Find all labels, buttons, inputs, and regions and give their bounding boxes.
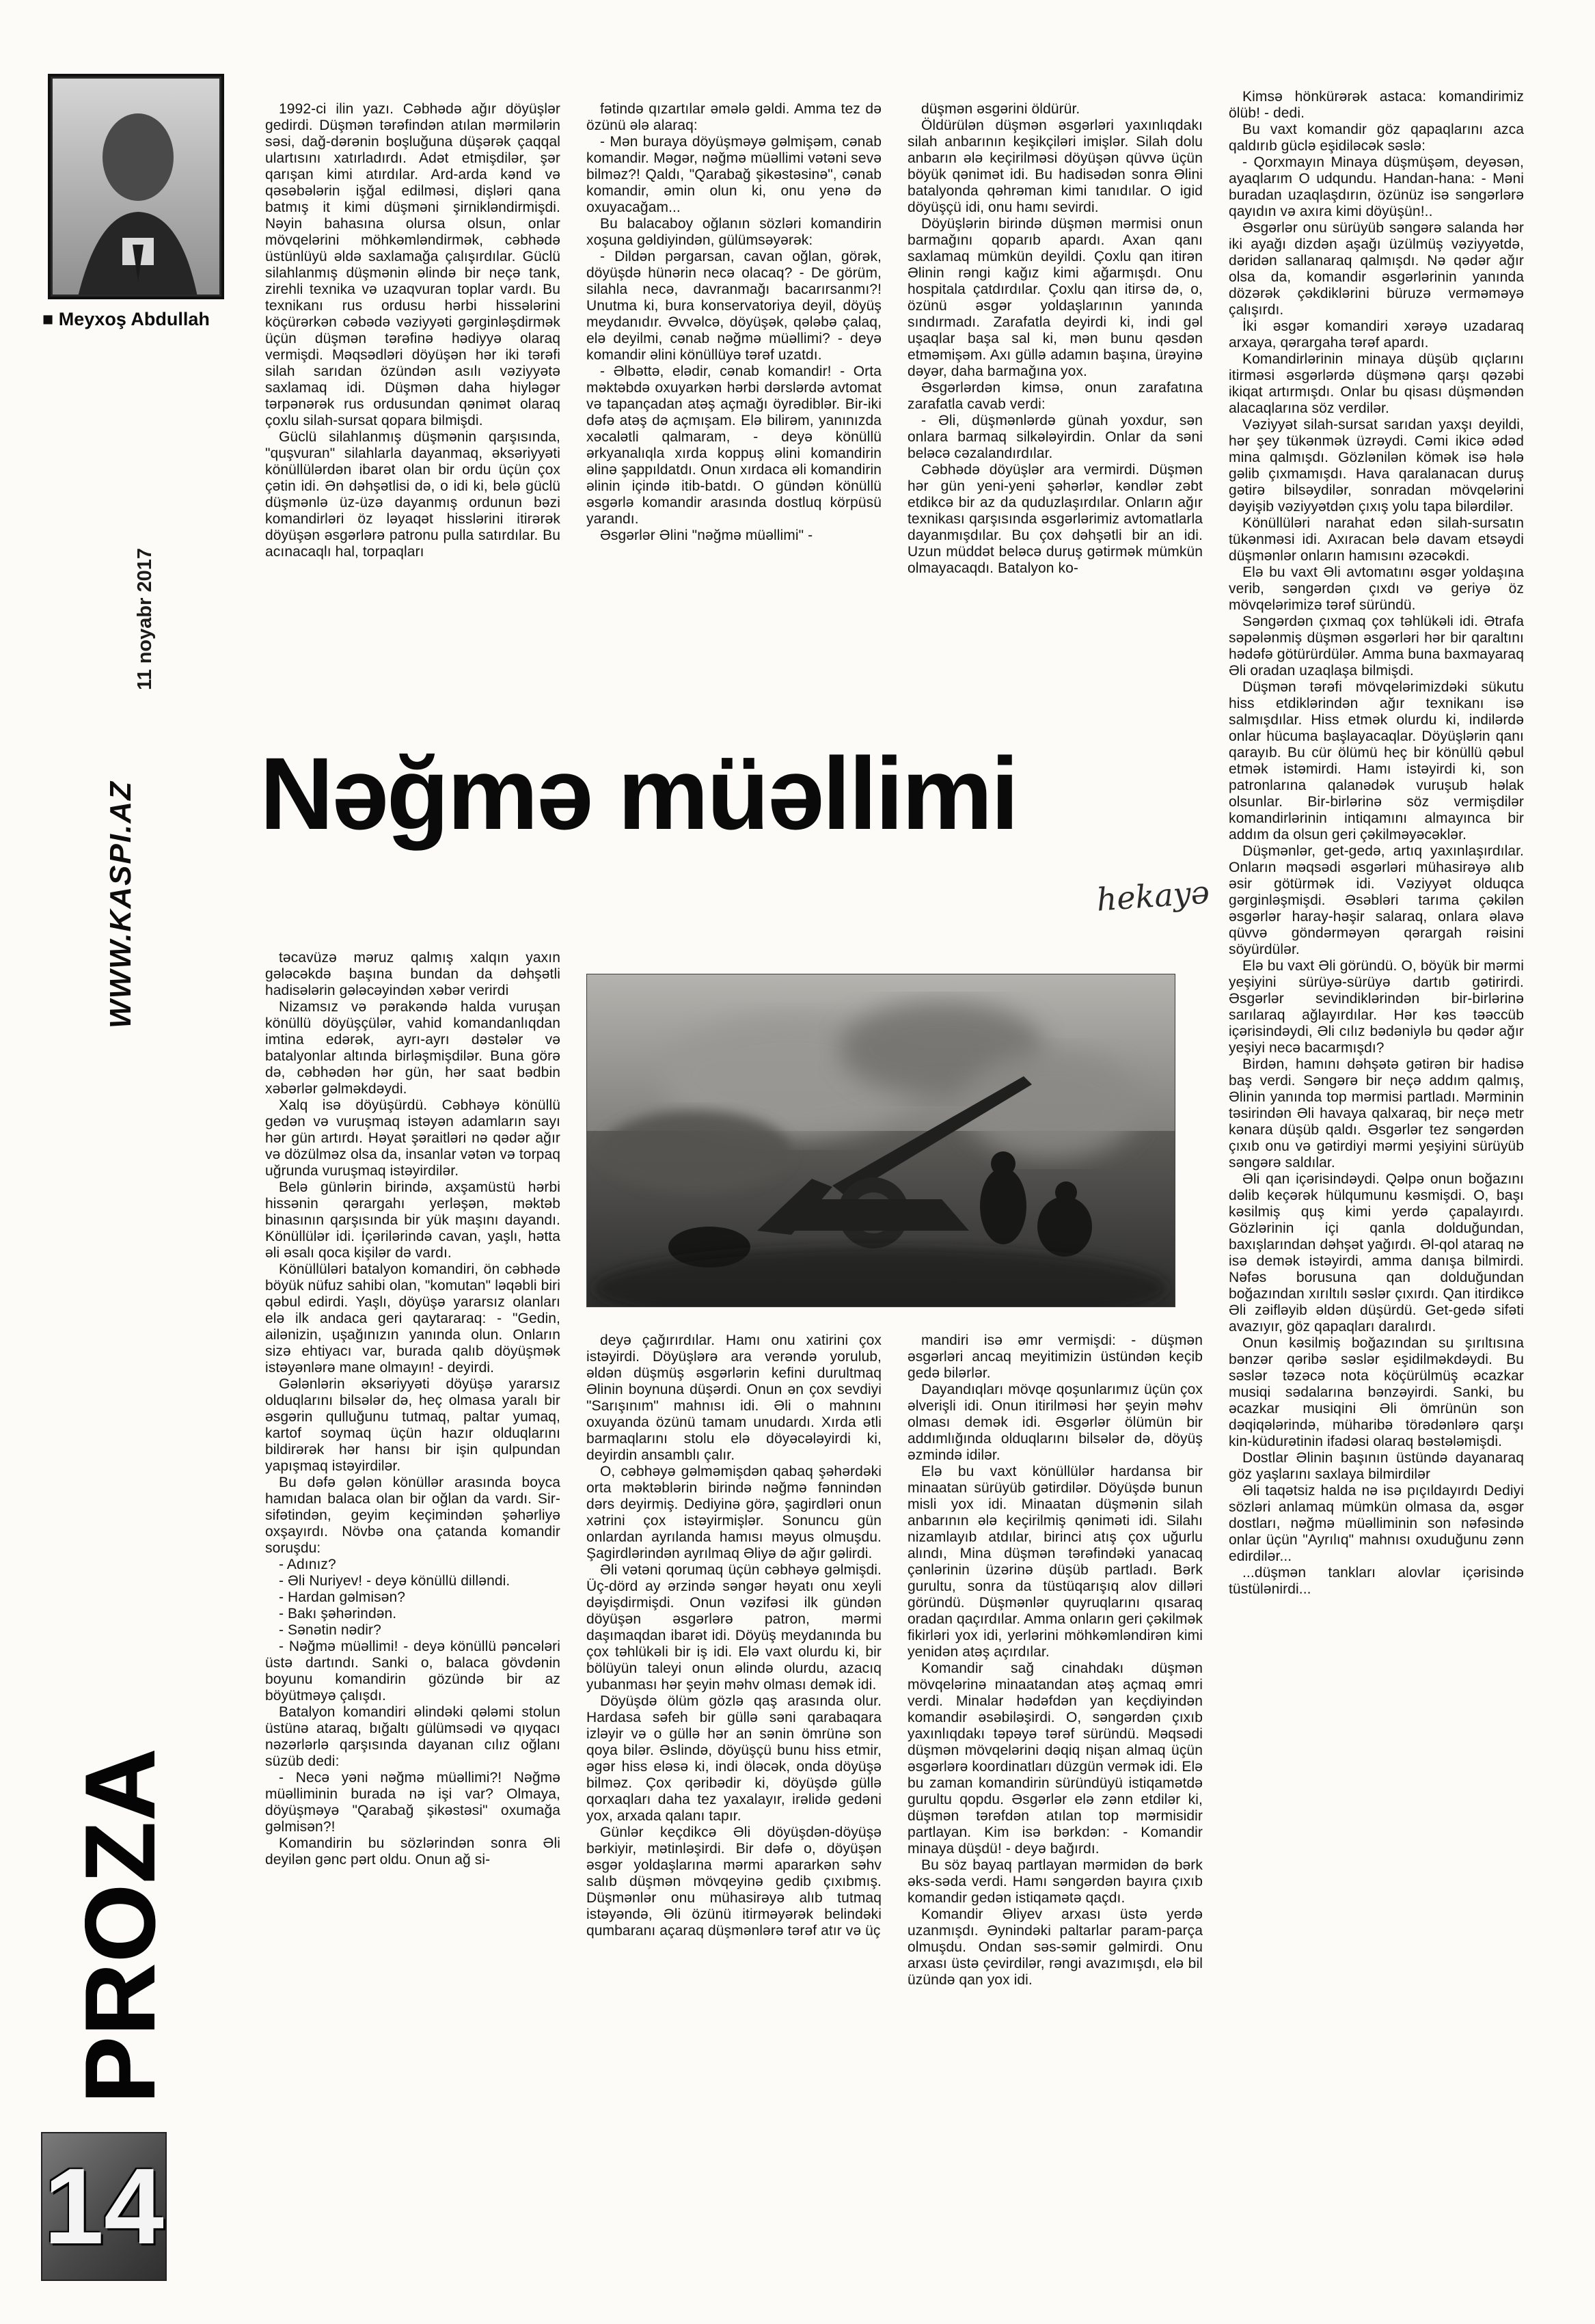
paragraph: Komandirin bu sözlərindən sonra Əli deyilən gənc pərt oldu. Onun ağ si- [265,1835,560,1868]
paragraph: 1992-ci ilin yazı. Cəbhədə ağır döyüşlər gedirdi. Düşmən tərəfindən atılan mərmilərin səsi, dağ-dərənin boşluğuna düşərək çaqqal ulartısını xatırladırdı. Adət etmişdilər, şər qarışan kimi atırdılar. Ard-arda kənd və qəsəbələrin işğal edilməsi, dişləri qana batmış it kimi düşməni şirnikləndirmişdi. Nəyin bahasına olursa olsun, onlar mövqelərini möhkəmləndirmək, cəbhədə üstünlüyü əldə saxlamağa çalışırdılar. Güclü silahlanmış düşmənin əlində bir neçə tank, zirehli texnika və uzaqvuran toplar vardı. Bu texnikanı rus ordusu hərbi hissələrini köçürərkən cəbədə vəziyyəti gərginləşdirmək üçün düşmən tərəfinə hədiyyə olaraq vermişdi. Məqsədləri döyüşən hər iki tərəfi silah sarıdan özündən asılı vəziyyətə saxlamaq idi. Düşmən daha hiyləgər tərpənərək rus ordusundan qənimət olaraq çoxlu silah-sursat qopara bilmişdi. [265,101,560,428]
paragraph: Bu vaxt komandir göz qapaqlarını azca qaldırıb güclə eşidiləcək səslə: [1229,122,1524,154]
paragraph: - Mən buraya döyüşməyə gəlmişəm, cənab komandir. Məgər, nəğmə müəllimi vətəni sevə bilməz?! Qaldı, "Qarabağ şikəstəsinə", cənab komandir, əmin olun ki, onu yenə də oxuyacağam... [586,134,882,215]
paragraph: Öldürülən düşmən əsgərləri yaxınlıqdakı silah anbarının keşikçiləri imişlər. Silah dolu anbarın ələ keçirilməsi döyüşən qüvvə üçün böyük qənimət idi. Bu hadisədən sonra Əlini batalyonda qəhrəman kimi tanıdılar. O igid döyüşçü idi, onu hamı sevirdi. [908,118,1203,215]
paragraph: fətində qızartılar əmələ gəldi. Amma tez də özünü ələ alaraq: [586,101,882,133]
paragraph: düşmən əsgərini öldürür. [921,101,1080,117]
paragraph: Birdən, hamını dəhşətə gətirən bir hadisə baş verdi. Səngərə bir neçə addım qalmış, Əlinin yanında top mərmisi partladı. Mərminin təsirindən Əli havaya qalxaraq, bir neçə metr kənara düşüb qaldı. Əsgərlər tez səngərdən çıxıb onu və gətirdiyi mərmi yeşiyini sürüyüb səngərə saldılar. [1229,1056,1524,1171]
paragraph: ...düşmən tankları alovlar içərisində tüstülənirdi... [1229,1565,1524,1597]
story-column-2-bottom [586,1332,882,2284]
paragraph: - Sənətin nədir? [279,1622,381,1638]
paragraph: Gələnlərin əksəriyyəti döyüşə yararsız olduqlarını bilsələr də, heç olmasa yaralı bir əsgərin qulluğunu tutmaq, paltar yumaq, kartof soymaq üçün hazır olduqlarını bildirərək hər hansı bir işin qulpundan yapışmaq istəyirdilər. [265,1376,560,1474]
paragraph: Elə bu vaxt Əli göründü. O, böyük bir mərmi yeşiyini sürüyə-sürüyə dartıb gətirirdi. Əsgərlər sevindiklərindən bir-birlərinə sarılaraq ağlayırdılar. Hər kəs təəccüb içərisindəydi, Əli cılız bədəniylə bu qədər ağır yeşiyi necə bacarmışdı? [1229,958,1524,1056]
paragraph: Nizamsız və pərakəndə halda vuruşan könüllü döyüşçülər, vahid komandanlıqdan imtina edərək, ayrı-ayrı dəstələr və batalyonlar altında birləşmişdilər. Buna görə də, cəbhədən hər gün, hər saat bədbin xəbərlər gəlməkdəydi. [265,999,560,1097]
paragraph: - Bakı şəhərindən. [279,1606,397,1622]
paragraph: mandiri isə əmr vermişdi: - düşmən əsgərləri ancaq meyitimizin üstündən keçib gedə bilərlər. [908,1332,1203,1381]
paragraph: Döyüşdə ölüm gözlə qaş arasında olur. Hardasa səfeh bir güllə səni qarabaqara izləyir və o güllə hər an sənin ömrünə son qoya bilər. Əslində, döyüşçü bunu hiss etmir, əgər hiss eləsə ki, indi öləcək, onda döyüşə bilməz. Çox qəribədir ki, döyüşdə güllə qorxaqları daha tez yaxalayır, irəlidə gedəni yox, arxada qalanı tapır. [586,1693,882,1824]
page-number-badge [41,2132,167,2281]
paragraph: Əsgərlər onu sürüyüb səngərə salanda hər iki ayağı dizdən aşağı üzülmüş vəziyyətdə, dəridən sallanaraq qalmışdı. Nə qədər ağır olsa da, komandir əsgərlərinin yanında dözərək çəkdiklərini büruzə verməməyə çalışırdı. [1229,220,1524,318]
story-column-1-bottom [265,950,560,2282]
paragraph: Cəbhədə döyüşlər ara vermirdi. Düşmən hər gün yeni-yeni şəhərlər, kəndlər zəbt etdikcə bir az da quduzlaşırdılar. Onların ağır texnikası qarşısında əsgərlərimiz avtomatlarla dayanmışdılar. Bu çox dəhşətli bir an idi. Uzun müddət beləcə duruş gətirmək mümkün olmayacaqdı. Batalyon ko- [908,462,1203,576]
paragraph: - Əlbəttə, elədir, cənab komandir! - Orta məktəbdə oxuyarkən hərbi dərslərdə avtomat və tapançadan atəş açmağı öyrədiblər. Bir-iki dəfə atəş də açmışam. Elə bilirəm, yanınızda xəcalətli qalmaram, - deyə könüllü ərkyanalıqla xırda koppuş əlini komandirin əlinə şappıldatdı. Onun xırdaca əli komandirin əlinin içində itib-batdı. O gündən könüllü əsgərlə komandir arasında dostluq körpüsü yarandı. [586,364,882,527]
paragraph: Əli qan içərisindəydi. Qəlpə onun boğazını dəlib keçərək hülqumunu kəsmişdi. O, başı kəsilmiş quş kimi yerdə çapalayırdı. Gözlərinin içi qanla dolduğundan, baxışlarından dəhşət yağırdı. Əl-qol ataraq nə isə demək istəyirdi, amma danışa bilmirdi. Nəfəs borusuna qan dolduğundan boğazından xırıltılı səslər çıxırdı. Qan itirdikcə Əli zəifləyib əldən düşürdü. Get-gedə sifəti avazıyır, göz qapaqları daralırdı. [1229,1171,1524,1335]
story-photo [586,974,1175,1307]
paragraph: Könüllüləri narahat edən silah-sursatın tükənməsi idi. Axıracan belə davam etsəydi düşmənlər onların hamısını əzəcəkdi. [1229,515,1524,564]
paragraph: - Nəğmə müəllimi! - deyə könüllü pəncələri üstə dartındı. Sanki o, balaca gövdənin boyunu komandirin gözündə bir az böyütməyə çalışdı. [265,1639,560,1704]
paragraph: deyə çağırırdılar. Hamı onu xatirini çox istəyirdi. Döyüşlərə ara verəndə yorulub, əldən düşmüş əsgərlərin kefini durultmaq Əlinin boynuna düşərdi. Onun ən çox sevdiyi "Sarışınım" mahnısı idi. Əli o mahnını oxuyanda özünü tamam unudardı. Xırda ətli barmaqlarını stolu elə döyəcələyirdi ki, deyirdin ansamblı çalır. [586,1332,882,1463]
paragraph: Komandir sağ cinahdakı düşmən mövqelərinə minaatandan atəş açmaq əmri verdi. Minalar hədəfdən yan keçdiyindən komandir əsəbiləşirdi. O, səngərdən çıxıb yaxınlıqdakı təpəyə tərəf süründü. Məqsədi düşmən mövqelərini dəqiq nişan almaq üçün əsgərlərə koordinatları düzgün vermək idi. Elə bu zaman komandirin süründüyü istiqamətdə gurultu qopdu. Əsgərlər elə zənn etdilər ki, düşmən tərəfdən atılan top mərmisidir partlayan. Kim isə bərkdən: - Komandir minaya düşdü! - deyə bağırdı. [908,1660,1203,1857]
paragraph: Əli taqətsiz halda nə isə pıçıldayırdı Dediyi sözləri anlamaq mümkün olmasa da, əsgər dostları, nəğmə müəlliminin son nəfəsində onlar üçün "Ayrılıq" mahnısı oxuduğunu zənn edirdilər... [1229,1483,1524,1564]
author-portrait-image [51,77,221,297]
paragraph: Döyüşlərin birində düşmən mərmisi onun barmağını qoparıb apardı. Axan qanı saxlamaq mümkün deyildi. Çoxlu qan itirən Əlinin rəngi kağız kimi ağarmışdı. Onu hospitala çatdırdılar. Çoxlu qan itirsə də, o, özünü əsgər yoldaşlarının yanında sındırmadı. Zarafatla deyirdi ki, indi gəl uşaqlar başa sal ki, mən bunu qəsdən etməmişəm. Axı güllə adamın başına, ürəyinə dəyər, daha barmağına yox. [908,216,1203,379]
story-genre-label: hekayə [1095,873,1211,918]
paragraph: - Qorxmayın Minaya düşmüşəm, deyəsən, ayaqlarım O udqundu. Handan-hana: - Məni buradan uzaqlaşdırın, özünüz isə səngərlərə qayıdın və axıra kimi döyüşün!.. [1229,154,1524,219]
paragraph: Güclü silahlanmış düşmənin qarşısında, "quşvuran" silahlarla dayanmaq, əksəriyyəti könüllülərdən ibarət olan bir ordu üçün çox çətin idi. Ən dəhşətlisi də, o idi ki, belə güclü düşmənlə üz-üzə dayanmış ordunun bəzi komandirləri öz ləyaqət hisslərini itirərək döyüşən əsgərlərə patronu pulla satırdılar. Bu acınacaqlı hal, torpaqları [265,429,560,560]
paragraph: Vəziyyət silah-sursat sarıdan yaxşı deyildi, hər şey tükənmək üzrəydi. Cəmi ikicə ədəd mina qalmışdı. Gözlənilən kömək isə hələ gəlib çıxmamışdı. Hava qaralanacan duruş gətirə bilsəydilər, sonradan mövqelərini dəyişib vəziyyətdən çıxış yolu tapa bilərdilər. [1229,417,1524,515]
story-headline: Nəğmə müəllimi [260,736,1018,851]
paragraph: - Adınız? [279,1557,336,1572]
paragraph: Kimsə hönkürərək astaca: komandirimiz ölüb! - dedi. [1229,89,1524,121]
paragraph: Əli vətəni qorumaq üçün cəbhəyə gəlmişdi. Üç-dörd ay ərzində səngər həyatı onu xeyli dəyişdirmişdi. Onun vəzifəsi ilk gündən döyüşən əsgərlərə patron, mərmi daşımaqdan ibarət idi. Döyüş meydanında bu çox təhlükəli bir iş idi. Elə vaxt olurdu ki, bir bölüyün taleyi onun əlində olurdu, azacıq yubanması hər şeyin məhv olması demək idi. [586,1562,882,1693]
war-scene-image [586,974,1175,1307]
paragraph: Bu söz bayaq partlayan mərmidən də bərk əks-səda verdi. Hamı səngərdən bayıra çıxıb komandir gedən istiqamətə qaçdı. [908,1857,1203,1906]
story-column-4 [1229,89,1524,2282]
paragraph: Onun kəsilmiş boğazından su şırıltısına bənzər qəribə səslər eşidilməkdəydi. Bu səslər təzəcə nota köçürülmüş əcazkar musiqi sədalarına bənzəyirdi. Sanki, bu əcazkar musiqini Əli ömrünün son dəqiqələrində, müharibə törədənlərə qarşı kin-küdurətinin ifadəsi olaraq bəstələmişdi. [1229,1335,1524,1449]
paragraph: - Əli Nuriyev! - deyə könüllü dilləndi. [279,1573,510,1589]
paragraph: Əsgərlərdən kimsə, onun zarafatına zarafatla cavab verdi: [908,380,1203,412]
paragraph: Batalyon komandiri əlindəki qələmi stolun üstünə ataraq, bığaltı gülümsədi və qıyqacı nəzərlərlə qarşısında dayanan cılız oğlanı süzüb dedi: [265,1704,560,1769]
paragraph: Könüllüləri batalyon komandiri, ön cəbhədə böyük nüfuz sahibi olan, "komutan" ləqəbli biri qəbul edirdi. Yaşlı, döyüşə yararsız olanları elə ilk andaca geri qaytararaq: - "Gedin, ailənizin, uşağınızın yanında olun. Onların sizə ehtiyacı var, burada qalıb döyüşmək istəyənlərə mane olmayın! - deyirdi. [265,1261,560,1376]
paragraph: Günlər keçdikcə Əli döyüşdən-döyüşə bərkiyir, mətinləşirdi. Bir dəfə o, döyüşən əsgər yoldaşlarına mərmi apararkən səhv salıb düşmən mövqeyinə gedib çıxıbmış. Düşmənlər onu mühasirəyə alıb tutmaq istəyəndə, Əli özünü itirməyərək belindəki qumbaranı açaraq düşmənlərə tərəf atır və üç [586,1824,882,1939]
paragraph: Elə bu vaxt Əli avtomatını əsgər yoldaşına verib, səngərdən çıxdı və geriyə öz mövqelərimizə tərəf süründü. [1229,564,1524,613]
paragraph: O, cəbhəyə gəlməmişdən qabaq şəhərdəki orta məktəblərin birində nəğmə fənnindən dərs deyirmiş. Dediyinə görə, şagirdləri onun xətrini çox istəyirmişlər. Sonuncu gün onlardan ayrılanda hamısı məyus olmuşdu. Şagirdlərindən ayrılmaq Əliyə də ağır gəlirdi. [586,1464,882,1561]
author-photo [48,74,224,299]
paragraph: Komandir Əliyev arxası üstə yerdə uzanmışdı. Əynindəki paltarlar param-parça olmuşdu. Ondan səs-səmir gəlmirdi. Onu arxası üstə çevirdilər, rəngi avazımışdı, elə bil üzündə qan yox idi. [908,1906,1203,1988]
paragraph: Xalq isə döyüşürdü. Cəbhəyə könüllü gedən və vuruşmaq istəyən adamların sayı hər gün artırdı. Həyat şəraitləri nə qədər ağır və dözülməz olsa da, insanlar vətən və torpaq uğrunda vuruşmaq istəyirdilər. [265,1097,560,1179]
paragraph: Komandirlərinin minaya düşüb qıçlarını itirməsi əsgərlərdə düşmənə qarşı qəzəbi ikiqat artırmışdı. Onlar bu qisası düşməndən alacaqlarına söz verdilər. [1229,351,1524,416]
paragraph: Dayandıqları mövqe qoşunlarımız üçün çox əlverişli idi. Onun itirilməsi hər şeyin məhv olması demək idi. Əsgərlər ölümün bir addımlığında olduqlarını bilsələr də, döyüş əzmində idilər. [908,1382,1203,1463]
publication-date: 11 noyabr 2017 [134,548,156,690]
paragraph: - Necə yəni nəğmə müəllimi?! Nəğmə müəlliminin burada nə işi var? Olmaya, döyüşməyə "Qarabağ şikəstəsi" oxumağa gəlmisən?! [265,1770,560,1835]
paragraph: - Əli, düşmənlərdə günah yoxdur, sən onlara barmaq silkələyirdin. Onlar da səni beləcə cəzalandırdılar. [908,413,1203,461]
section-label: PROZA [64,1747,176,2103]
paragraph: Düşmən tərəfi mövqelərimizdəki sükutu hiss etdiklərindən ağır texnikanı isə salmışdılar. Hiss etmək olurdu ki, indilərdə onlar hücuma başlayacaqlar. Döyüşlərin qanı qarayıb. Bu cür ölümü heç bir könüllü qəbul etmək istəmirdi. Hamı istəyirdi ki, son patronlarına qalanədək vuruşub həlak olsunlar. Bir-birlərinə söz vermişdilər komandirlərinin intiqamını almayınca bir addım da olsun geri çəkilməyəcəklər. [1229,679,1524,843]
paragraph: təcavüzə məruz qalmış xalqın yaxın gələcəkdə başına bundan da dəhşətli hadisələrin gələcəyindən xəbər verirdi [265,950,560,998]
story-column-3-top [908,101,1203,727]
page-number: 14 [44,2146,164,2267]
paragraph: - Hardan gəlmisən? [279,1589,406,1605]
story-column-3-bottom [908,1332,1203,2284]
story-column-1-top [265,101,560,727]
paragraph: Bu balacaboy oğlanın sözləri komandirin xoşuna gəldiyindən, gülümsəyərək: [586,216,882,248]
paragraph: Əsgərlər Əlini "nəğmə müəllimi" - [600,528,813,543]
paragraph: Dostlar Əlinin başının üstündə dayanaraq göz yaşlarını saxlaya bilmirdilər [1229,1450,1524,1482]
paragraph: Səngərdən çıxmaq çox təhlükəli idi. Ətrafa səpələnmiş düşmən əsgərləri hər bir qaraltını hədəfə götürürdülər. Amma buna baxmayaraq Əli oradan uzaqlaşa bilmişdi. [1229,614,1524,679]
paragraph: Belə günlərin birində, axşamüstü hərbi hissənin qərargahı yerləşən, məktəb binasının qarşısında bir yük maşını dayandı. Könüllülər idi. İçərilərində cavan, yaşlı, hətta əli əsalı qoca kişilər də vardı. [265,1179,560,1261]
paragraph: Düşmənlər, get-gedə, artıq yaxınlaşırdılar. Onların məqsədi əsgərləri mühasirəyə alıb əsir götürmək idi. Vəziyyət olduqca gərginləşmişdi. Əsəbləri tarıma çəkilən əsgərlər haray-həşir salaraq, onlara əlavə qüvvə göndərməyən qərargah rəisini söyürdülər. [1229,843,1524,957]
author-byline: ■ Meyxoş Abdullah [42,309,210,329]
paragraph: Elə bu vaxt könüllülər hardansa bir minaatan sürüyüb gətirdilər. Döyüşdə bunun misli yox idi. Minaatan düşmənin silah anbarının ələ keçirilmiş qəniməti idi. Silahı nizamlayıb atdılar, birinci atış çox uğurlu alındı, Mina düşmən tərəfindəki yanacaq çənlərinin üzərinə düşüb partladı. Bərk gurultu, sonra da tüstüqarışıq alov dilləri göründü. Düşmənlər quyruqlarını qısaraq oradan qaçırdılar. Amma onların geri çəkilmək fikirləri yox idi, yerlərini möhkəmləndirən kimi yenidən atəş açırdılar. [908,1464,1203,1660]
website-url: WWW.KASPI.AZ [104,780,137,1028]
paragraph: Bu dəfə gələn könüllər arasında boyca hamıdan balaca olan bir oğlan da vardı. Sir-sifətindən, geyim keçimindən şəhərliyə oxşayırdı. Növbə ona çatanda komandir soruşdu: [265,1475,560,1556]
story-column-2-top [586,101,882,727]
paragraph: İki əsgər komandiri xərəyə uzadaraq arxaya, qərargaha tərəf apardı. [1229,318,1524,351]
paragraph: - Dildən pərgarsan, cavan oğlan, görək, döyüşdə hünərin necə olacaq? - De görüm, silahla necə, davranmağı bacarırsanmı?! Unutma ki, bura konservatoriya deyil, döyüş meydanıdır. Əvvəlcə, döyüşək, qələbə çalaq, elə deyilmi, cənab nəğmə müəllimi? - deyə komandir əlini könüllüyə tərəf uzatdı. [586,249,882,363]
